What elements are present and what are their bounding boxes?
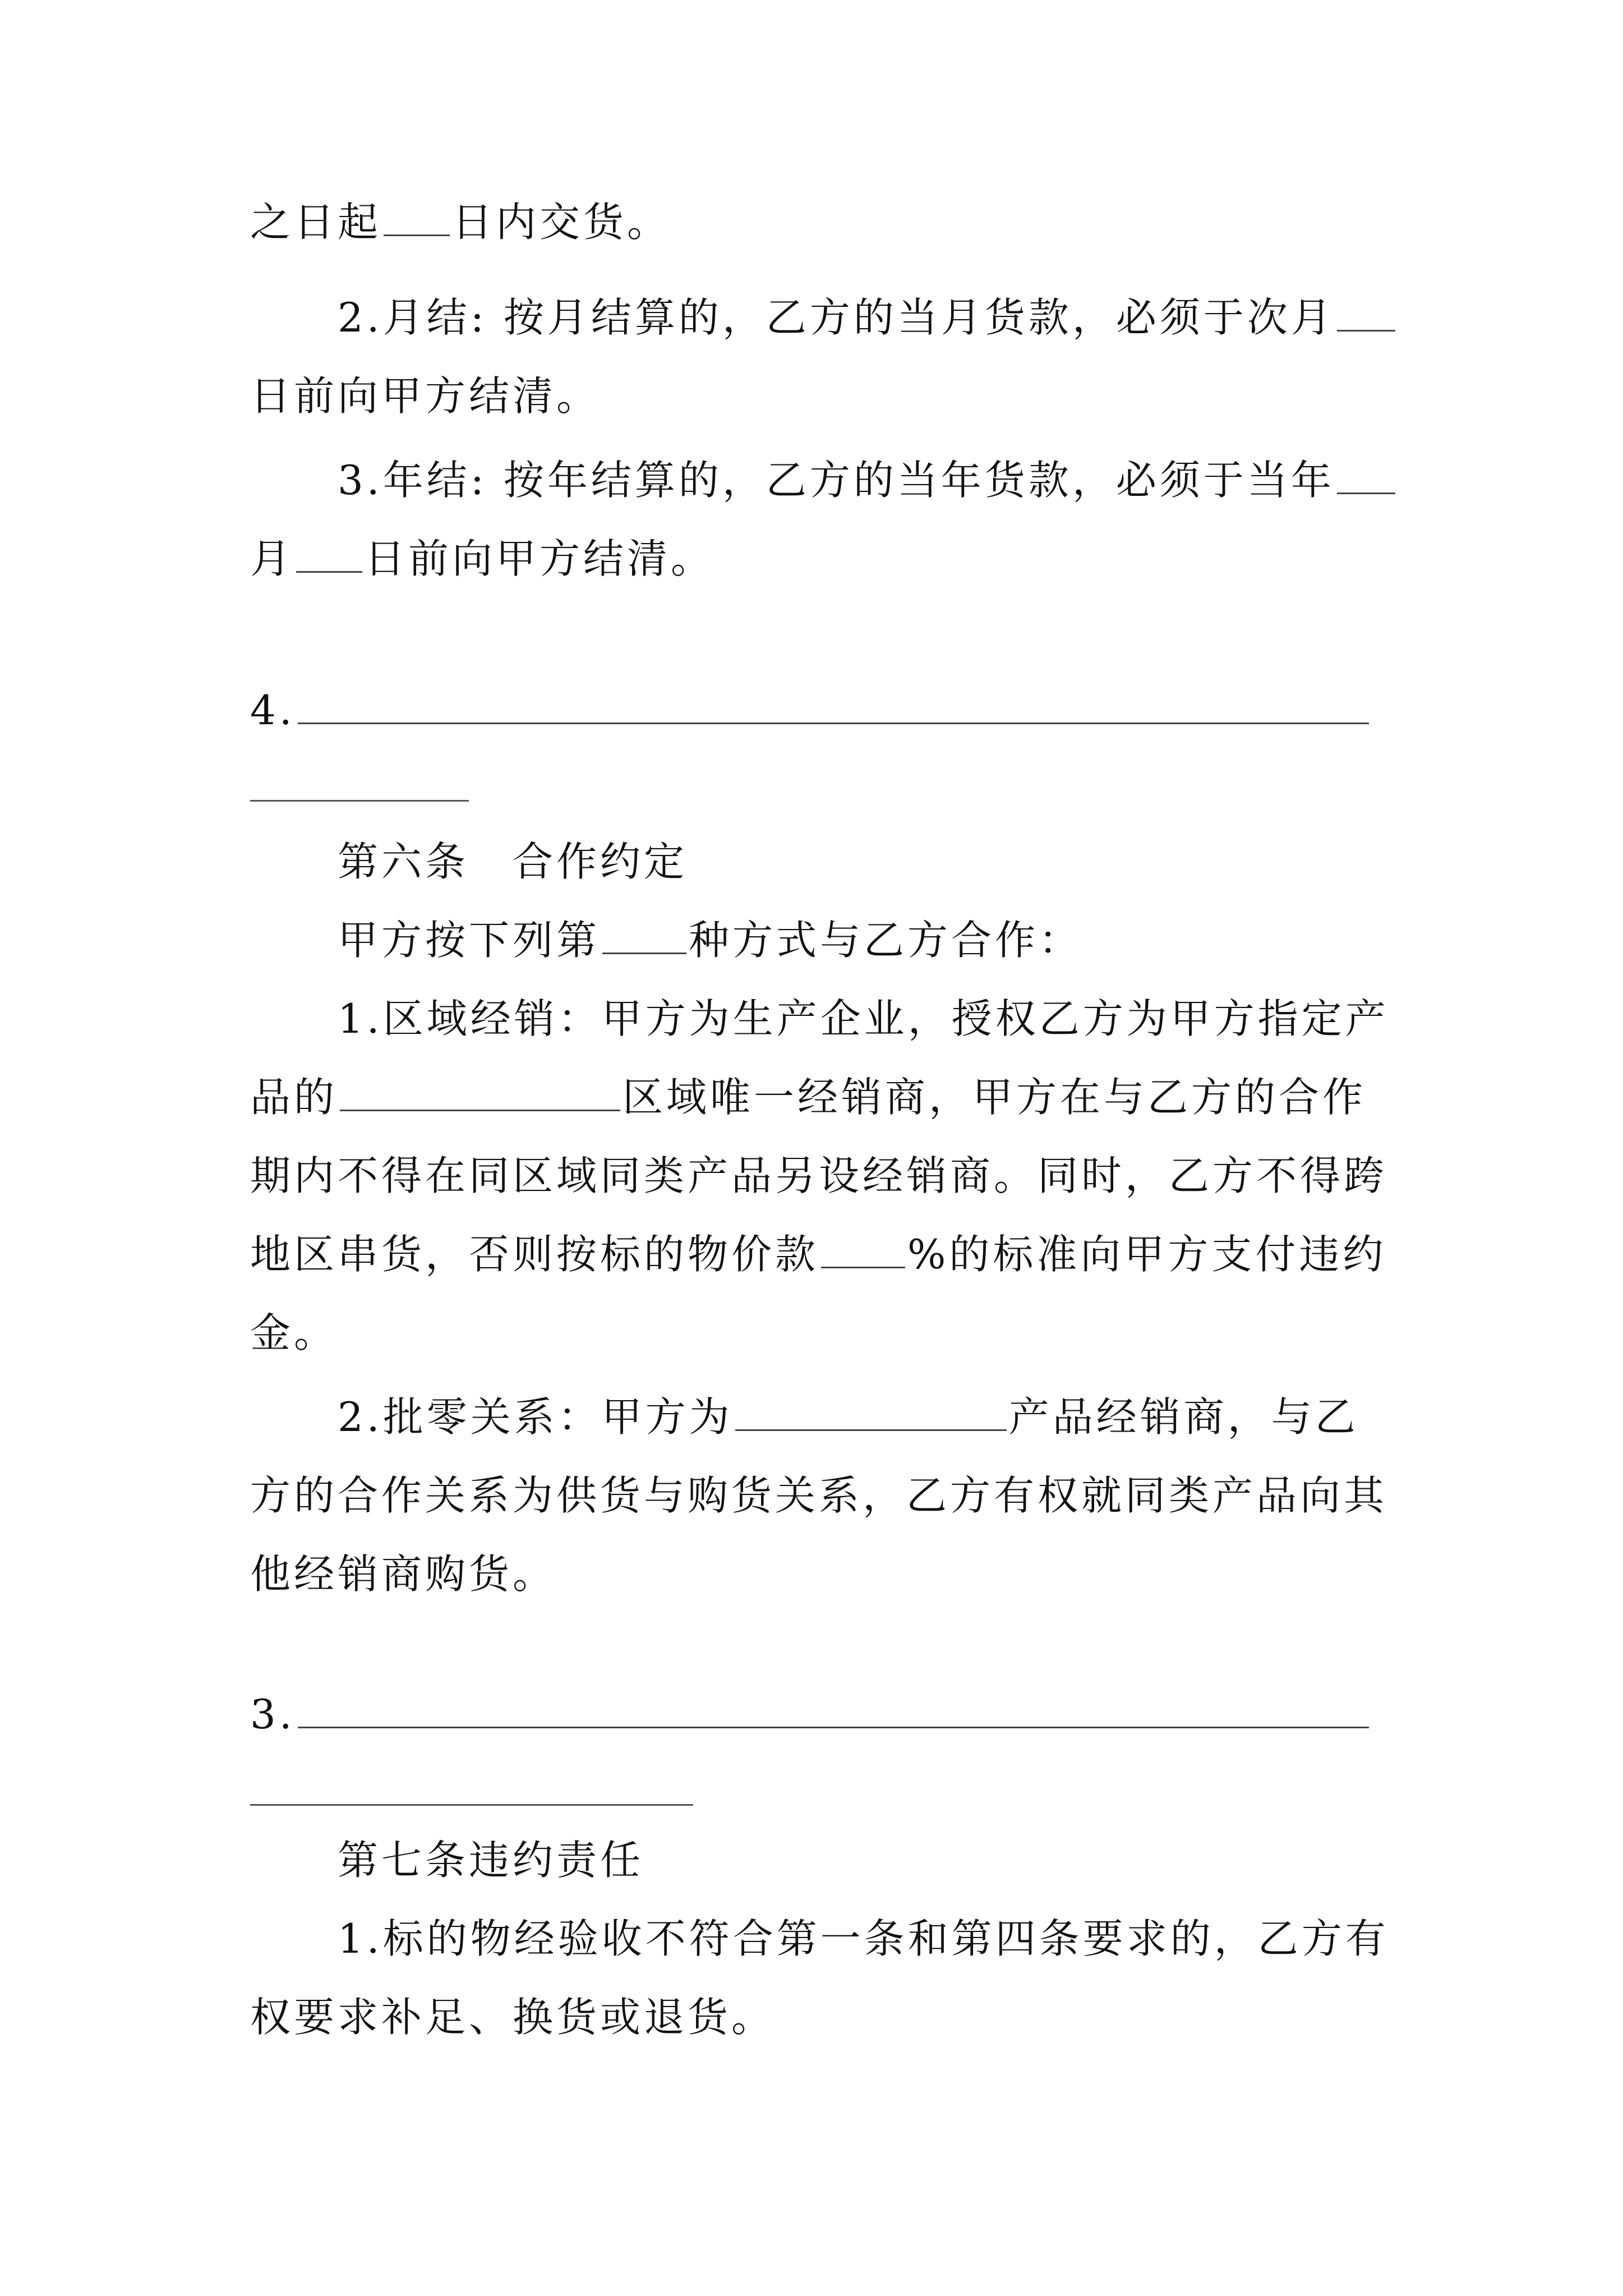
text-line: 金。 <box>250 1309 338 1356</box>
blank-underline <box>298 1692 1369 1728</box>
blank-underline <box>735 1395 1007 1431</box>
text-line: 日前向甲方结清。 <box>250 372 601 420</box>
blank-underline <box>1337 295 1395 332</box>
text-line: 权要求补足、换货或退货。 <box>250 1994 776 2041</box>
section-heading: 第六条 合作约定 <box>338 838 688 885</box>
blank-underline <box>296 536 362 573</box>
text-line: 地区串货，否则按标的物价款 %的标准向甲方支付违约 <box>250 1231 1387 1278</box>
blank-underline <box>340 1075 620 1111</box>
blank-underline <box>250 1804 693 1806</box>
blank-underline <box>384 200 450 236</box>
blank-underline <box>602 918 686 954</box>
text-line: 4. <box>250 682 1371 738</box>
section-heading: 第七条违约责任 <box>338 1837 644 1884</box>
text-line: 2.月结: 按月结算的，乙方的当月货款，必须于次月 <box>338 289 1398 346</box>
text-line: 方的合作关系为供货与购货关系，乙方有权就同类产品向其 <box>250 1472 1388 1519</box>
text-line: 月 日前向甲方结清。 <box>250 535 715 582</box>
text-line: 1.标的物经验收不符合第一条和第四条要求的，乙方有 <box>338 1915 1389 1962</box>
text-line: 品的 区域唯一经销商，甲方在与乙方的合作 <box>250 1074 1367 1121</box>
text-line: 2.批零关系：甲方为 产品经销商，与乙 <box>338 1393 1359 1441</box>
blank-underline <box>250 800 469 802</box>
text-line: 他经销商购货。 <box>250 1550 557 1598</box>
blank-underline <box>821 1232 905 1268</box>
text-line: 1.区域经销：甲方为生产企业，授权乙方为甲方指定产 <box>338 995 1389 1042</box>
text-line: 3. <box>250 1686 1371 1742</box>
blank-underline <box>298 688 1369 724</box>
text-line: 3.年结: 按年结算的，乙方的当年货款，必须于当年 <box>338 452 1398 508</box>
blank-underline <box>1337 458 1395 494</box>
text-line: 期内不得在同区域同类产品另设经销商。同时，乙方不得跨 <box>250 1152 1388 1199</box>
text-line: 甲方按下列第 种方式与乙方合作： <box>338 917 1083 964</box>
text-line: 之日起 日内交货。 <box>250 199 671 246</box>
